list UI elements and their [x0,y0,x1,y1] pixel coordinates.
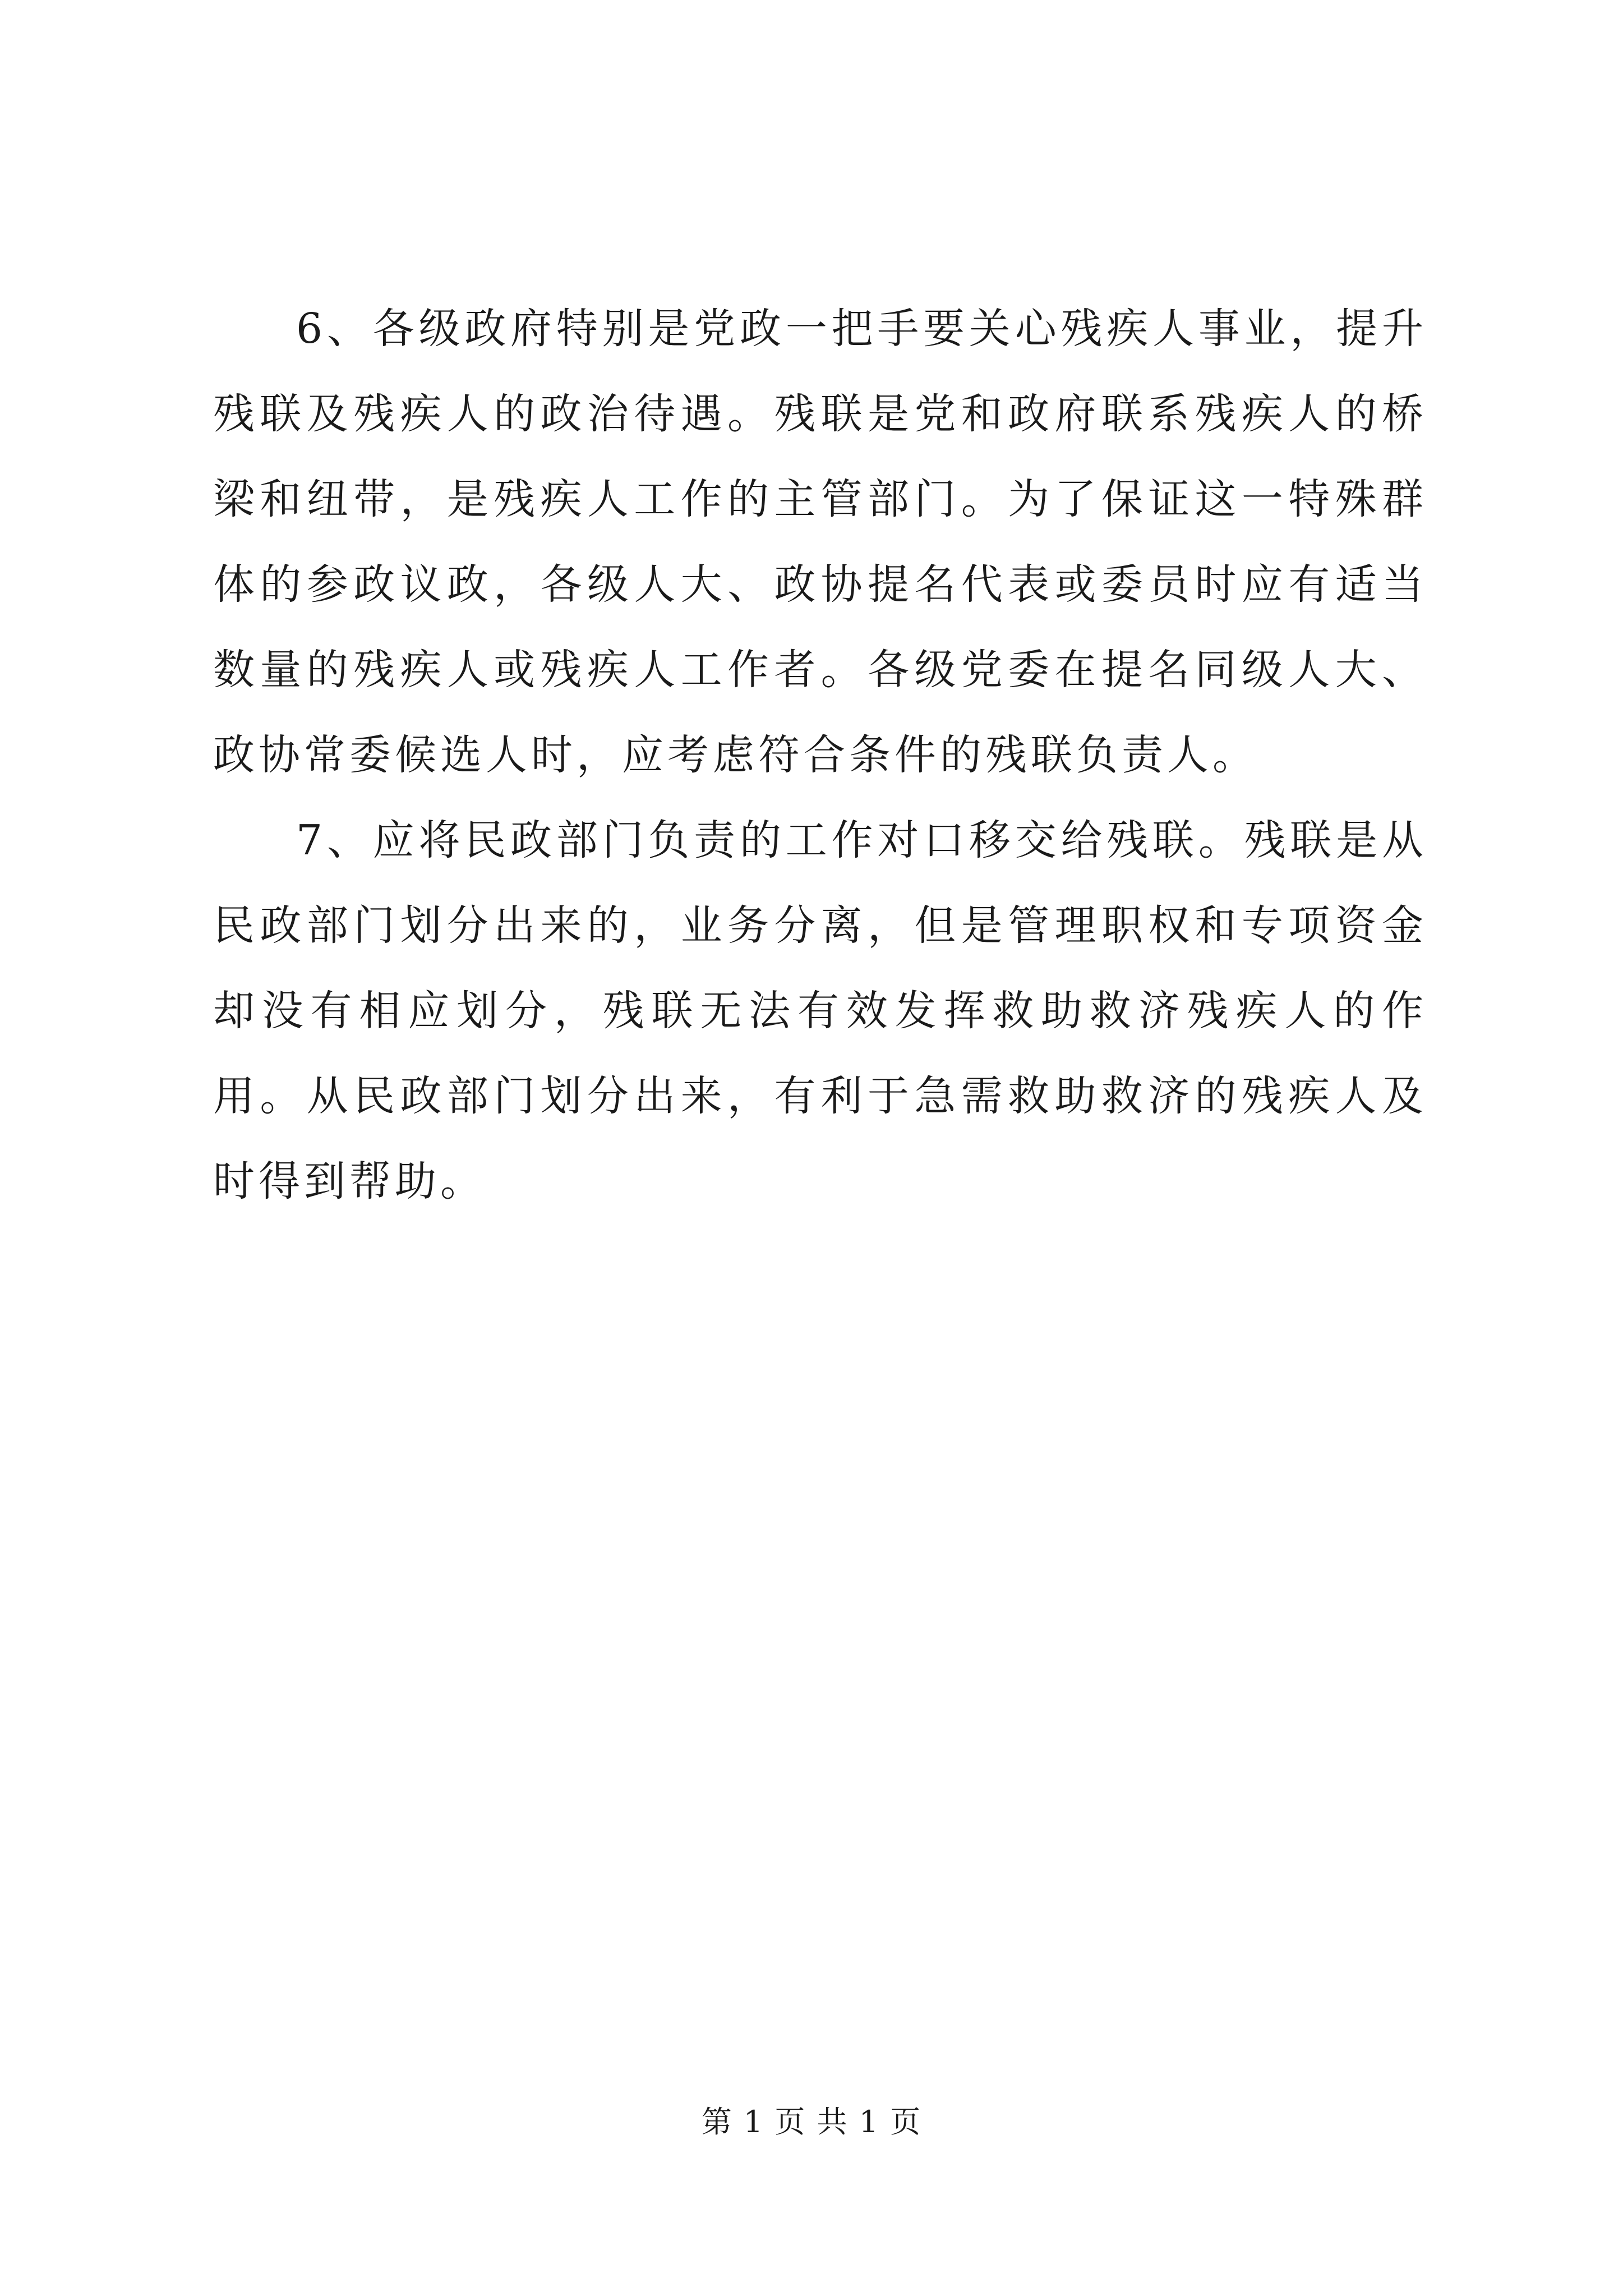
page-footer: 第 1 页 共 1 页 [701,2104,922,2139]
paragraph-7: 7、应将民政部门负责的工作对口移交给残联。残联是从民政部门划分出来的，业务分离，但是管理职权和专项资金却没有相应划分，残联无法有效发挥救助救济残疾人的作用。从民政部门划分出来，有利于急需救助救济的残疾人及时得到帮助。 [213,816,1427,1205]
paragraph-6: 6、各级政府特别是党政一把手要关心残疾人事业，提升残联及残疾人的政治待遇。残联是党和政府联系残疾人的桥梁和纽带，是残疾人工作的主管部门。为了保证这一特殊群体的参政议政，各级人大、政协提名代表或委员时应有适当数量的残疾人或残疾人工作者。各级党委在提名同级人大、政协常委候选人时，应考虑符合条件的残联负责人。 [213,305,1427,779]
document-body [213,286,1427,1224]
